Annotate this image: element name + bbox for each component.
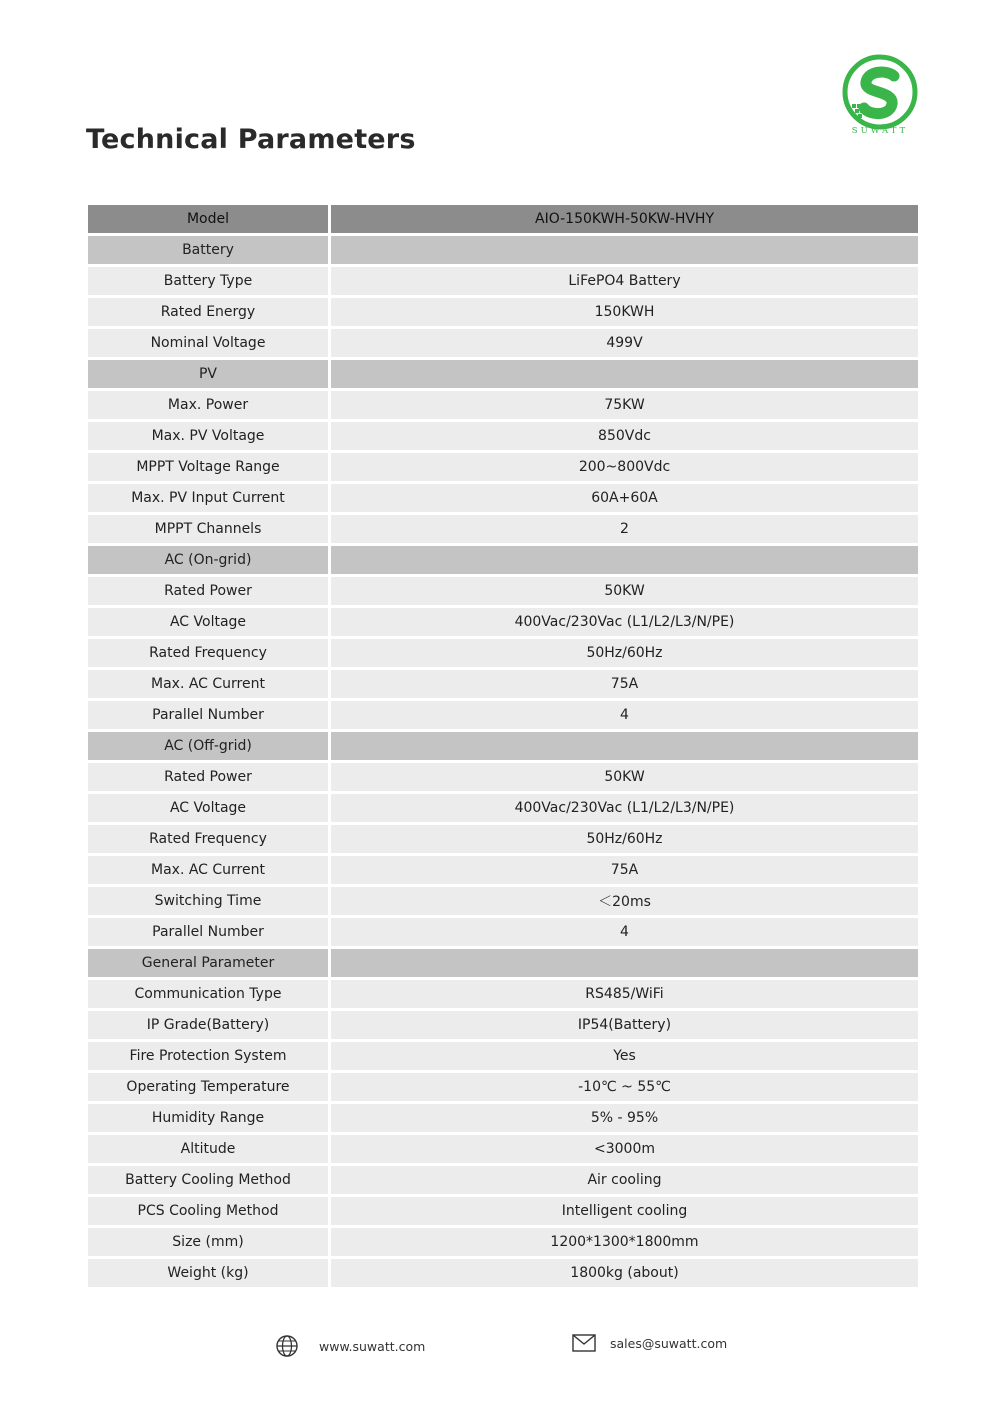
parameter-value: 5% - 95% [331, 1104, 918, 1135]
parameter-label: Nominal Voltage [88, 329, 331, 360]
parameter-label: Rated Energy [88, 298, 331, 329]
section-row [88, 546, 918, 577]
parameter-label: Max. PV Input Current [88, 484, 331, 515]
parameter-value: 60A+60A [331, 484, 918, 515]
parameter-label: Max. PV Voltage [88, 422, 331, 453]
parameter-value: 400Vac/230Vac (L1/L2/L3/N/PE) [331, 794, 918, 825]
parameter-label: Fire Protection System [88, 1042, 331, 1073]
parameter-value: 1200*1300*1800mm [331, 1228, 918, 1259]
globe-icon [275, 1334, 299, 1358]
parameter-label: AC Voltage [88, 608, 331, 639]
table-row [88, 1197, 918, 1228]
parameter-label: Communication Type [88, 980, 331, 1011]
table-row [88, 267, 918, 298]
table-row [88, 422, 918, 453]
parameter-value: LiFePO4 Battery [331, 267, 918, 298]
brand-name: SUWATT [851, 126, 909, 136]
parameter-value [331, 360, 918, 391]
parameter-value: ＜20ms [331, 887, 918, 918]
parameter-label: IP Grade(Battery) [88, 1011, 331, 1042]
section-row [88, 732, 918, 763]
parameter-value: 499V [331, 329, 918, 360]
parameter-label: Battery Type [88, 267, 331, 298]
table-row [88, 701, 918, 732]
table-row [88, 794, 918, 825]
table-row [88, 1011, 918, 1042]
section-title: General Parameter [88, 949, 331, 980]
parameter-value: Air cooling [331, 1166, 918, 1197]
table-row [88, 856, 918, 887]
parameter-value: 850Vdc [331, 422, 918, 453]
parameter-label: Parallel Number [88, 701, 331, 732]
parameter-value: 1800kg (about) [331, 1259, 918, 1290]
parameter-value: 50KW [331, 763, 918, 794]
table-row [88, 484, 918, 515]
section-title: Battery [88, 236, 331, 267]
parameter-label: Parallel Number [88, 918, 331, 949]
parameter-value: AIO-150KWH-50KW-HVHY [331, 205, 918, 236]
parameter-value: Yes [331, 1042, 918, 1073]
parameter-value: 4 [331, 701, 918, 732]
table-row [88, 825, 918, 856]
parameter-value [331, 236, 918, 267]
parameter-value: 4 [331, 918, 918, 949]
parameter-value: IP54(Battery) [331, 1011, 918, 1042]
table-row [88, 391, 918, 422]
table-row [88, 639, 918, 670]
parameter-value: 150KWH [331, 298, 918, 329]
parameter-label: Size (mm) [88, 1228, 331, 1259]
parameter-label: Max. Power [88, 391, 331, 422]
footer-email[interactable] [572, 1334, 727, 1352]
section-row [88, 949, 918, 980]
section-row [88, 236, 918, 267]
parameter-label: Rated Frequency [88, 639, 331, 670]
table-body [88, 205, 918, 1290]
parameter-value: 75A [331, 856, 918, 887]
parameter-value: 200~800Vdc [331, 453, 918, 484]
parameter-label: Model [88, 205, 331, 236]
table-row [88, 980, 918, 1011]
table-row [88, 515, 918, 546]
section-title: AC (Off-grid) [88, 732, 331, 763]
parameter-label: Altitude [88, 1135, 331, 1166]
footer-website[interactable] [275, 1334, 425, 1358]
page-title: Technical Parameters [86, 124, 416, 155]
mail-icon [572, 1334, 596, 1352]
email-link[interactable]: sales@suwatt.com [610, 1335, 728, 1351]
parameter-value: 50Hz/60Hz [331, 639, 918, 670]
table-row [88, 1104, 918, 1135]
parameter-label: Humidity Range [88, 1104, 331, 1135]
parameter-label: Switching Time [88, 887, 331, 918]
table-row [88, 329, 918, 360]
parameter-label: Battery Cooling Method [88, 1166, 331, 1197]
table-row [88, 918, 918, 949]
table-row [88, 763, 918, 794]
parameter-label: Max. AC Current [88, 856, 331, 887]
parameter-value: RS485/WiFi [331, 980, 918, 1011]
parameter-value [331, 546, 918, 577]
parameter-value: 400Vac/230Vac (L1/L2/L3/N/PE) [331, 608, 918, 639]
parameter-value: 50KW [331, 577, 918, 608]
parameter-label: Weight (kg) [88, 1259, 331, 1290]
technical-parameters-table [88, 205, 918, 1290]
table-row [88, 1073, 918, 1104]
parameter-label: Rated Power [88, 763, 331, 794]
table-row [88, 1259, 918, 1290]
parameter-label: PCS Cooling Method [88, 1197, 331, 1228]
parameter-value [331, 949, 918, 980]
section-title: AC (On-grid) [88, 546, 331, 577]
table-row [88, 608, 918, 639]
section-title: PV [88, 360, 331, 391]
parameter-label: AC Voltage [88, 794, 331, 825]
parameter-value [331, 732, 918, 763]
parameter-value: 50Hz/60Hz [331, 825, 918, 856]
section-row [88, 360, 918, 391]
table-row [88, 453, 918, 484]
parameter-label: Rated Power [88, 577, 331, 608]
parameter-label: MPPT Voltage Range [88, 453, 331, 484]
table-row [88, 298, 918, 329]
parameter-value: -10℃ ~ 55℃ [331, 1073, 918, 1104]
parameter-label: Rated Frequency [88, 825, 331, 856]
parameter-value: Intelligent cooling [331, 1197, 918, 1228]
parameter-value: 75KW [331, 391, 918, 422]
parameter-value: 75A [331, 670, 918, 701]
table-row [88, 1228, 918, 1259]
table-header-row [88, 205, 918, 236]
website-link[interactable]: www.suwatt.com [319, 1338, 426, 1354]
table-row [88, 887, 918, 918]
parameter-value: 2 [331, 515, 918, 546]
table-row [88, 1166, 918, 1197]
parameter-label: Max. AC Current [88, 670, 331, 701]
parameter-label: MPPT Channels [88, 515, 331, 546]
table-row [88, 1042, 918, 1073]
table-row [88, 670, 918, 701]
table-row [88, 577, 918, 608]
parameter-value: <3000m [331, 1135, 918, 1166]
parameter-label: Operating Temperature [88, 1073, 331, 1104]
table-row [88, 1135, 918, 1166]
